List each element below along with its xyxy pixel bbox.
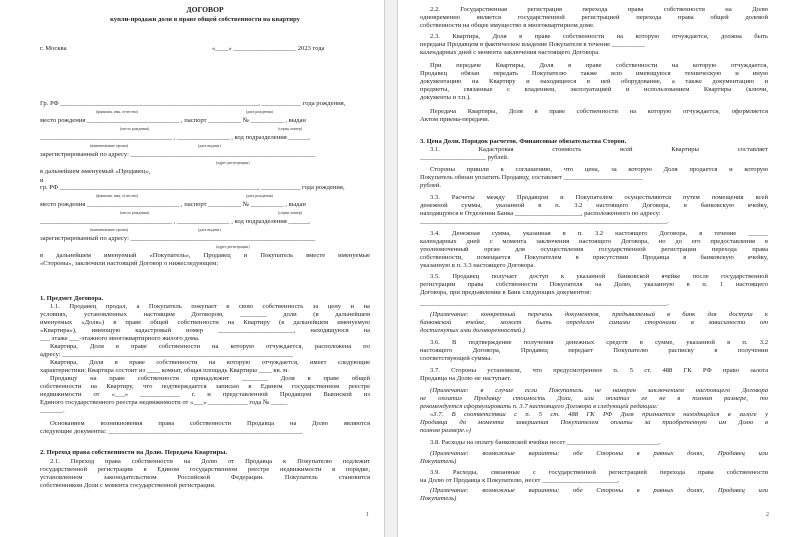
buyer-line-1: гр. РФ ____________________________________________________________, ____________ года рождения, bbox=[40, 184, 345, 191]
p33-line-2: денежной суммы, указанной в п. 3.2 настоящего Договора, в банковскую ячейку, bbox=[420, 202, 768, 209]
seller-line-4: зарегистрированный по адресу: ________________________________________________________ bbox=[40, 151, 316, 158]
buyer-hereinafter-2: «Стороны», заключили настоящий Договор о нижеследующем: bbox=[40, 260, 219, 267]
note-2-line-2: не оплатил Продавцу стоимость Доли, или оплатил ее не в полном размере, то bbox=[420, 395, 768, 402]
caption-birthplace: (место рождения) bbox=[120, 127, 150, 131]
caption-birthplace-2: (место рождения) bbox=[120, 211, 150, 215]
note-2-line-3: рекомендуется сформулировать п. 3.7 настоящего Договора в следующей редакции: bbox=[420, 403, 659, 410]
page-gap bbox=[384, 0, 397, 537]
s1-p1-line-4: «Квартира»), имеющую кадастровый номер _______________________, находящуюся на bbox=[40, 327, 370, 334]
s1-p4-line-2: собственности на Квартиру, что подтверждается записью в Едином государственном реестре bbox=[40, 383, 370, 390]
p25-line-2: Актом приема-передачи. bbox=[420, 116, 490, 123]
seller-line-2: место рождения ____________________________ , паспорт __________ № __________ , выдан bbox=[40, 117, 306, 124]
s1-p5-line-2: следующие документы: ___________________________________________________________ bbox=[40, 428, 303, 435]
p37-line-2: Продавца на Долю не наступает. bbox=[420, 375, 512, 382]
page-number-1: 1 bbox=[366, 512, 369, 518]
s2-p1-line-3: установленном законодательством Российской Федерации. Покупатель становится bbox=[40, 474, 370, 481]
p33-line-4: ___________________________________________________________________________. bbox=[420, 218, 669, 225]
p39-line-2: на Долю от Продавца к Покупателю, несет _______________________. bbox=[420, 477, 620, 484]
buyer-line-3: ________________________________________ , ________________ , код подразделения ______, bbox=[40, 218, 310, 225]
p22-line-3: собственности на общее имущество в многоквартирном доме. bbox=[420, 22, 595, 29]
s1-p1-line-5: ___ этаже ___-этажного многоквартирного жилого дома. bbox=[40, 335, 200, 342]
seller-line-3: ________________________________________ , ________________ , код подразделения ______, bbox=[40, 134, 310, 141]
s1-p2-line-1: Квартира, Доля в праве собственности на которую отчуждается, расположена по bbox=[50, 343, 370, 350]
s1-p1-line-1: 1.1. Продавец продал, а Покупатель покупает в свою собственность за цену и на bbox=[50, 303, 370, 310]
p23-line-3: календарных дней с момента заключения настоящего Договора. bbox=[420, 49, 600, 56]
contract-subtitle: купли-продажи доли в праве общей собственности на квартиру bbox=[110, 16, 300, 23]
p32-line-2: Покупатель обязан уплатить Продавцу, составляет ________________________ bbox=[420, 174, 643, 181]
s1-p1-line-2: условиях, установленных настоящим Договором, ________ доли (в дальнейшем bbox=[40, 311, 370, 318]
caption-address: (адрес регистрации) bbox=[216, 161, 250, 165]
p37-line-1: 3.7. Стороны установили, что предусмотренное п. 5 ст. 488 ГК РФ право залога bbox=[430, 367, 768, 374]
caption-address-2: (адрес регистрации) bbox=[216, 245, 250, 249]
note-3-line-1: (Примечание: возможные варианты: обе Стороны в равных долях, Продавец или bbox=[430, 450, 768, 457]
contract-title: ДОГОВОР bbox=[186, 6, 224, 13]
section-1-title: 1. Предмет Договора. bbox=[40, 295, 104, 302]
seller-line-1: Гр. РФ ____________________________________________________________, ____________ года рождения, bbox=[40, 100, 346, 107]
p34-line-5: указанную в п. 3.3 настоящего Договора. bbox=[420, 262, 536, 269]
p36-line-3: соответствующей суммы. bbox=[420, 355, 492, 362]
section-3-title: 3. Цена Доли. Порядок расчетов. Финансовые обязательства Сторон. bbox=[420, 138, 627, 145]
note-3-line-2: Покупатель) bbox=[420, 458, 457, 465]
caption-issuer-2: (наименование органа) bbox=[90, 228, 129, 232]
seller-hereinafter: в дальнейшем именуемый «Продавец», bbox=[40, 168, 151, 175]
note-4-line-2: Покупатель) bbox=[420, 495, 457, 502]
p32-line-3: рублей. bbox=[420, 182, 442, 189]
p38: 3.8. Расходы на оплату банковской ячейки несет ____________________________. bbox=[430, 439, 661, 446]
buyer-hereinafter-1: в дальнейшем именуемый «Покупатель», Продавец и Покупатель вместе именуемые bbox=[40, 252, 370, 259]
contract-city: г. Москва bbox=[40, 45, 67, 52]
page-1 bbox=[0, 0, 385, 537]
s1-p5-line-1: Основанием возникновения права собственности Продавца на Долю являются bbox=[50, 420, 370, 427]
caption-series: (серия, номер) bbox=[278, 127, 302, 131]
p24-line-3: документацию на Квартиру и находящееся в ней оборудование, а также документацию и bbox=[420, 78, 768, 85]
page-2 bbox=[397, 0, 782, 537]
contract-date: «____» ___________________ 2023 года bbox=[212, 45, 325, 52]
p23-line-2: передана Продавцом в фактическое владение Покупателя в течение __________ bbox=[420, 41, 645, 48]
caption-issuer: (наименование органа) bbox=[90, 144, 129, 148]
p35-line-3: Договора, при предъявлении в Банк следующих документов: bbox=[420, 289, 592, 296]
p35-line-1: 3.5. Продавец получает доступ к указанной банковской ячейке после государственной bbox=[430, 273, 768, 280]
p33-line-3: находящуюся в Отделении Банка ____________________, расположенного по адресу: bbox=[420, 210, 661, 217]
s1-p3-line-1: Квартира, Доля в праве собственности на которую отчуждается, имеет следующие bbox=[50, 359, 370, 366]
s1-p3-line-2: характеристики: Квартира состоит из ____ комнат, общая площадь Квартиры ____ кв. м. bbox=[40, 367, 289, 374]
p24-line-2: Продавец обязан передать Покупателю также всю имеющуюся техническую и иную bbox=[420, 70, 768, 77]
p35-line-4: ___________________________________________________________________________. bbox=[420, 300, 669, 307]
p31-line-1: 3.1. Кадастровая стоимость всей Квартиры составляет bbox=[430, 146, 768, 153]
s1-p4-line-5: _______. bbox=[40, 407, 65, 414]
caption-fio: (фамилия, имя, отчество) bbox=[96, 110, 138, 114]
caption-issue-date: (дата выдачи) bbox=[198, 144, 221, 148]
caption-fio-2: (фамилия, имя, отчество) bbox=[96, 194, 138, 198]
note-1-line-2: банковской ячейке, может быть определен самими сторонами в зависимости от bbox=[420, 319, 768, 326]
page-number-2: 2 bbox=[766, 512, 769, 518]
s2-p1-line-4: собственником Доли с момента государственной регистрации. bbox=[40, 482, 216, 489]
p31-line-2: ____________________ рублей. bbox=[420, 154, 509, 161]
p22-line-2: одновременно является государственной регистрацией перехода права общей долевой bbox=[420, 14, 768, 21]
caption-series-2: (серия, номер) bbox=[278, 211, 302, 215]
p22-line-1: 2.2. Государственная регистрация перехода права собственности на Долю bbox=[430, 6, 768, 13]
s1-p4-line-1: Продавцу на праве собственности принадлежит ________ Доля в праве общей bbox=[50, 375, 370, 382]
s1-p4-line-3: недвижимости от «___» ____________ г. и представленной Продавцом Выпиской из bbox=[40, 391, 370, 398]
p36-line-1: 3.6. В подтверждение получения денежных средств в сумме, указанной в п. 3.2 bbox=[430, 339, 768, 346]
buyer-line-4: зарегистрированный по адресу: ________________________________________________________ bbox=[40, 235, 316, 242]
s1-p1-line-3: именуемых «Доля») в праве общей собственности на Квартиру (в дальнейшем именуемую bbox=[40, 319, 370, 326]
p34-line-3: уполномоченный орган для осуществления государственной регистрации перехода права bbox=[420, 246, 768, 253]
note-4-line-1: (Примечание: возможные варианты: обе Стороны в равных долях, Продавец или bbox=[430, 487, 768, 494]
caption-birthdate: (дата рождения) bbox=[246, 110, 273, 114]
p23-line-1: 2.3. Квартира, Доля в праве собственности на которую отчуждается, должна быть bbox=[430, 33, 768, 40]
section-2-title: 2. Переход права собственности на Долю. Передача Квартиры. bbox=[40, 449, 228, 456]
note-1-line-1: (Примечание: конкретный перечень документов, предъявляемый в банк для доступа к bbox=[430, 311, 768, 318]
caption-birthdate-2: (дата рождения) bbox=[246, 194, 273, 198]
s2-p1-line-1: 2.1. Переход права собственности на Долю от Продавца к Покупателю подлежит bbox=[50, 458, 370, 465]
note-2-line-5: Продавца до момента завершения Покупателем оплаты за приобретенную им Долю в bbox=[420, 419, 768, 426]
p34-line-2: календарных дней с момента заключения настоящего Договора, но до его предоставления в bbox=[420, 238, 768, 245]
and-word: и bbox=[40, 177, 44, 184]
p35-line-2: регистрации права собственности Покупателя на Долю, указанную в п. 1 настоящего bbox=[420, 281, 768, 288]
s1-p2-line-2: адресу: ______________________________________________________________________ bbox=[40, 351, 293, 358]
caption-issue-date-2: (дата выдачи) bbox=[198, 228, 221, 232]
p32-line-1: Стороны пришли к соглашению, что цена, за которую Доля продается и которую bbox=[430, 166, 768, 173]
s1-p4-line-4: Единого государственного реестра недвижимости от «___» ____________ года № _____ bbox=[40, 399, 288, 406]
p33-line-1: 3.3. Расчеты между Продавцом и Покупателем осуществляются путем помещения всей bbox=[430, 194, 768, 201]
note-2-line-1: (Примечание: в случае если Покупатель не намерен заключением настоящего Договора bbox=[430, 387, 768, 394]
note-2-line-6: полном размере.») bbox=[420, 427, 471, 434]
buyer-line-2: место рождения ____________________________ , паспорт __________ № __________ , выдан bbox=[40, 201, 306, 208]
p24-line-5: документы и т.п.). bbox=[420, 94, 471, 101]
s2-p1-line-2: государственной регистрации в Едином государственном реестре недвижимости в порядке, bbox=[40, 466, 370, 473]
p34-line-1: 3.4. Денежная сумма, указанная в п. 3.2 настоящего Договора, в течение ______ bbox=[430, 230, 768, 237]
p39-line-1: 3.9. Расходы, связанные с государственной регистрацией перехода права собственности bbox=[430, 469, 768, 476]
p24-line-1: При передаче Квартиры, Доля в праве собственности на которую отчуждается, bbox=[430, 62, 768, 69]
p36-line-2: настоящего Договора, Продавец передает Покупателю расписку в получении bbox=[420, 347, 768, 354]
note-1-line-3: достигнутых ими договоренностей.) bbox=[420, 327, 526, 334]
p24-line-4: предметы, связанные с владением, эксплуатацией и использованием Квартиры (ключи, bbox=[420, 86, 768, 93]
p25-line-1: Передача Квартиры, Доля в праве собственности на которую отчуждается, оформляется bbox=[430, 108, 768, 115]
p34-line-4: собственности, помещается Покупателем в присутствии Продавца в банковскую ячейку, bbox=[420, 254, 768, 261]
note-2-line-4: «3.7. В соответствии с п. 5 ст. 488 ГК РФ Доля признается находящейся в залоге у bbox=[430, 411, 768, 418]
